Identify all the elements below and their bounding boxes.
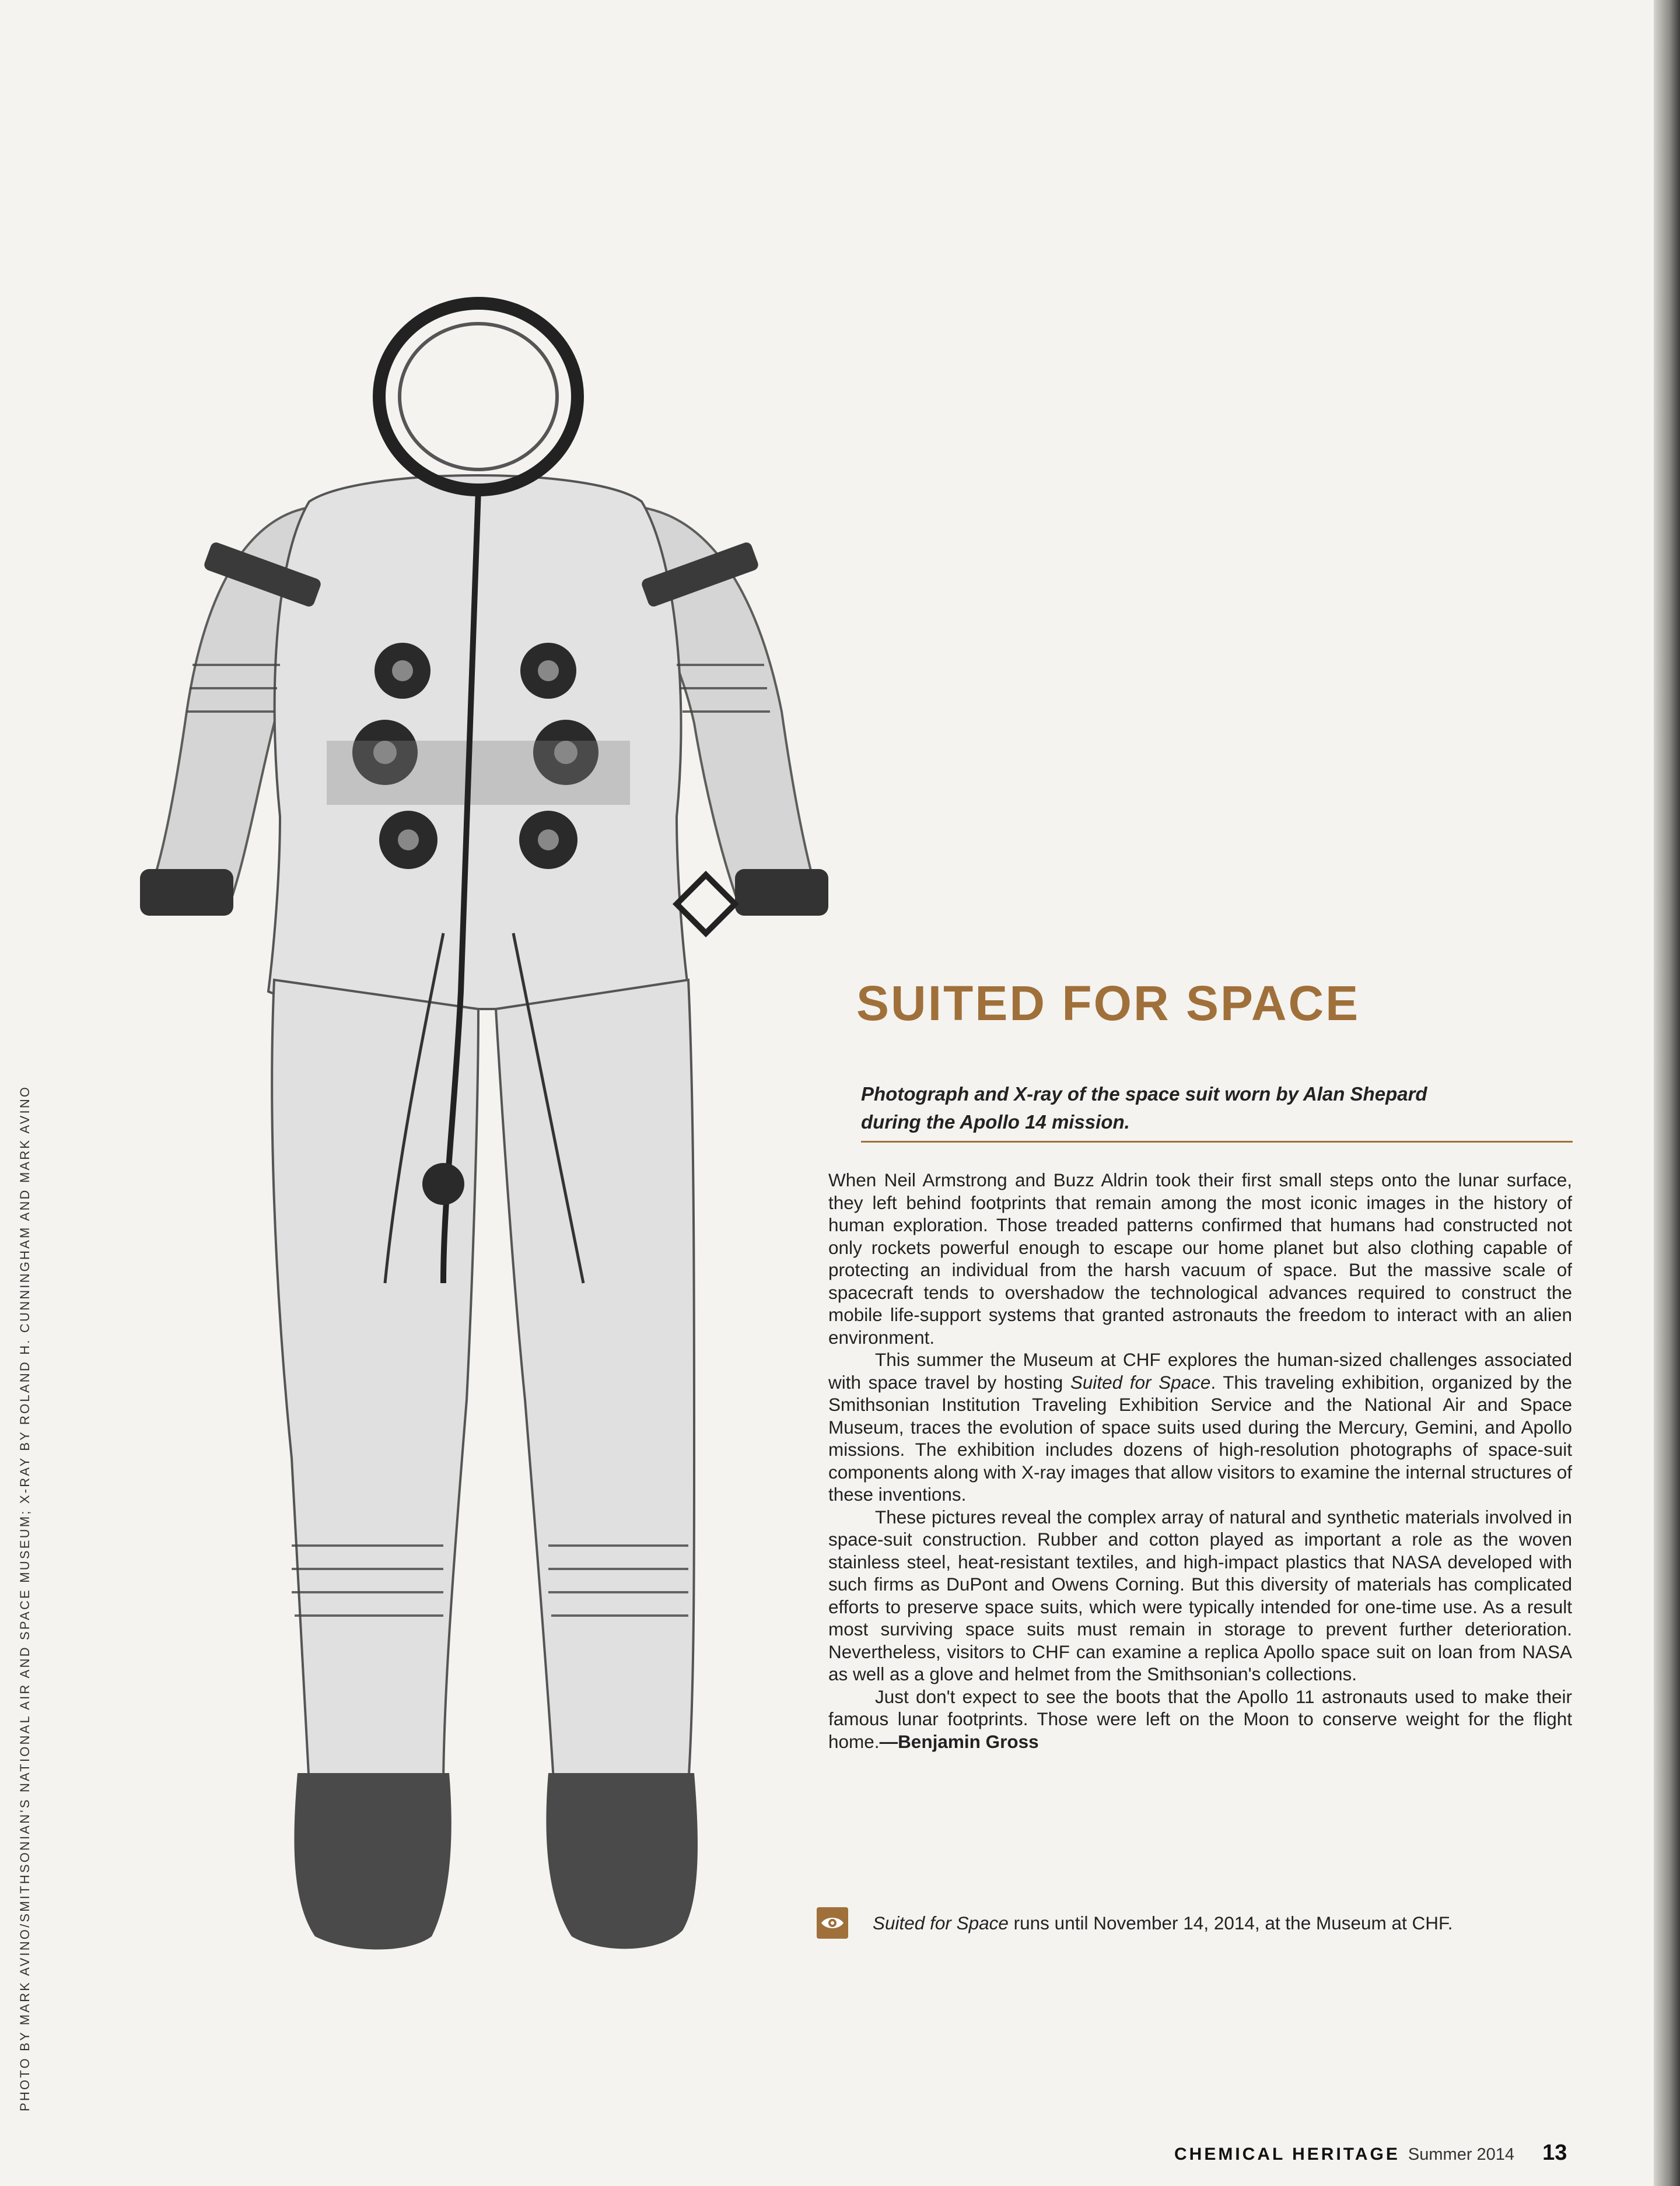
page-footer (1174, 2141, 1567, 2166)
exhibition-note (817, 1907, 1453, 1939)
author-byline: —Benjamin Gross (879, 1730, 1039, 1752)
photo-caption: Photograph and X-ray of the space suit worn by Alan Shepard during the Apollo 14 mission. (861, 1083, 1427, 1133)
note-text (873, 1912, 1453, 1934)
paragraph-text: . This traveling exhibition, organized by the Smithsonian Institution Traveling Exhibition Service and the National Air and Space Museum, traces the evolution of space suits used during the Mercury, Gemini, and Apollo missions. The exhibition includes dozens of high-resolution photographs of space-suit components along with X-ray images that allow visitors to examine the internal structures of these inventions. (828, 1371, 1572, 1505)
paragraph: These pictures reveal the complex array of natural and synthetic materials involved in space-suit construction. Rubber and cotton played as important a role as the woven stainless steel, heat-resistant textiles, and high-impact plastics that NASA developed with such firms as DuPont and Owens Corning. But this diversity of materials has complicated efforts to preserve space suits, which were typically intended for one-time use. As a result most surviving space suits must remain in storage to prevent further deterioration. Nevertheless, visitors to CHF can examine a replica Apollo space suit on loan from NASA as well as a glove and helmet from the Smithsonian's collections. (828, 1506, 1572, 1684)
article-body (828, 1169, 1572, 1753)
article-title: SUITED FOR SPACE (856, 976, 1360, 1031)
paragraph-text: Just don't expect to see the boots that the Apollo 11 astronauts used to make their famous lunar footprints. Those were left on the Moon to conserve weight for the flight home. (828, 1686, 1572, 1752)
note-details: runs until November 14, 2014, at the Museum at CHF. (1008, 1912, 1453, 1933)
caption-divider (861, 1141, 1573, 1143)
paragraph (828, 1686, 1572, 1753)
paragraph-text: This summer the Museum at CHF explores the human-sized challenges associated with space travel by hosting (828, 1349, 1572, 1393)
photo-credit: PHOTO BY MARK AVINO/SMITHSONIAN'S NATIONAL AIR AND SPACE MUSEUM; X-RAY BY ROLAND H. CUNNINGHAM AND MARK AVINO (18, 1085, 32, 2111)
eye-icon (817, 1907, 848, 1939)
note-exhibition-title: Suited for Space (873, 1912, 1009, 1933)
space-suit-xray-image (117, 292, 898, 1983)
exhibition-title: Suited for Space (1070, 1371, 1211, 1393)
issue-date: Summer 2014 (1408, 2145, 1515, 2164)
paragraph: When Neil Armstrong and Buzz Aldrin took their first small steps onto the lunar surface, they left behind footprints that remain among the most iconic images in the history of human exploration. Those treaded patterns confirmed that humans had constructed not only rockets powerful enough to escape our home planet but also clothing capable of protecting an individual from the harsh vacuum of space. But the massive scale of spacecraft tends to overshadow the technological advances required to construct the mobile life-support systems that granted astronauts the freedom to interact with an alien environment. (828, 1169, 1572, 1348)
page-number: 13 (1542, 2141, 1567, 2165)
paragraph (828, 1348, 1572, 1506)
page-edge-shadow (1654, 0, 1680, 2186)
magazine-name: CHEMICAL HERITAGE (1174, 2145, 1400, 2164)
